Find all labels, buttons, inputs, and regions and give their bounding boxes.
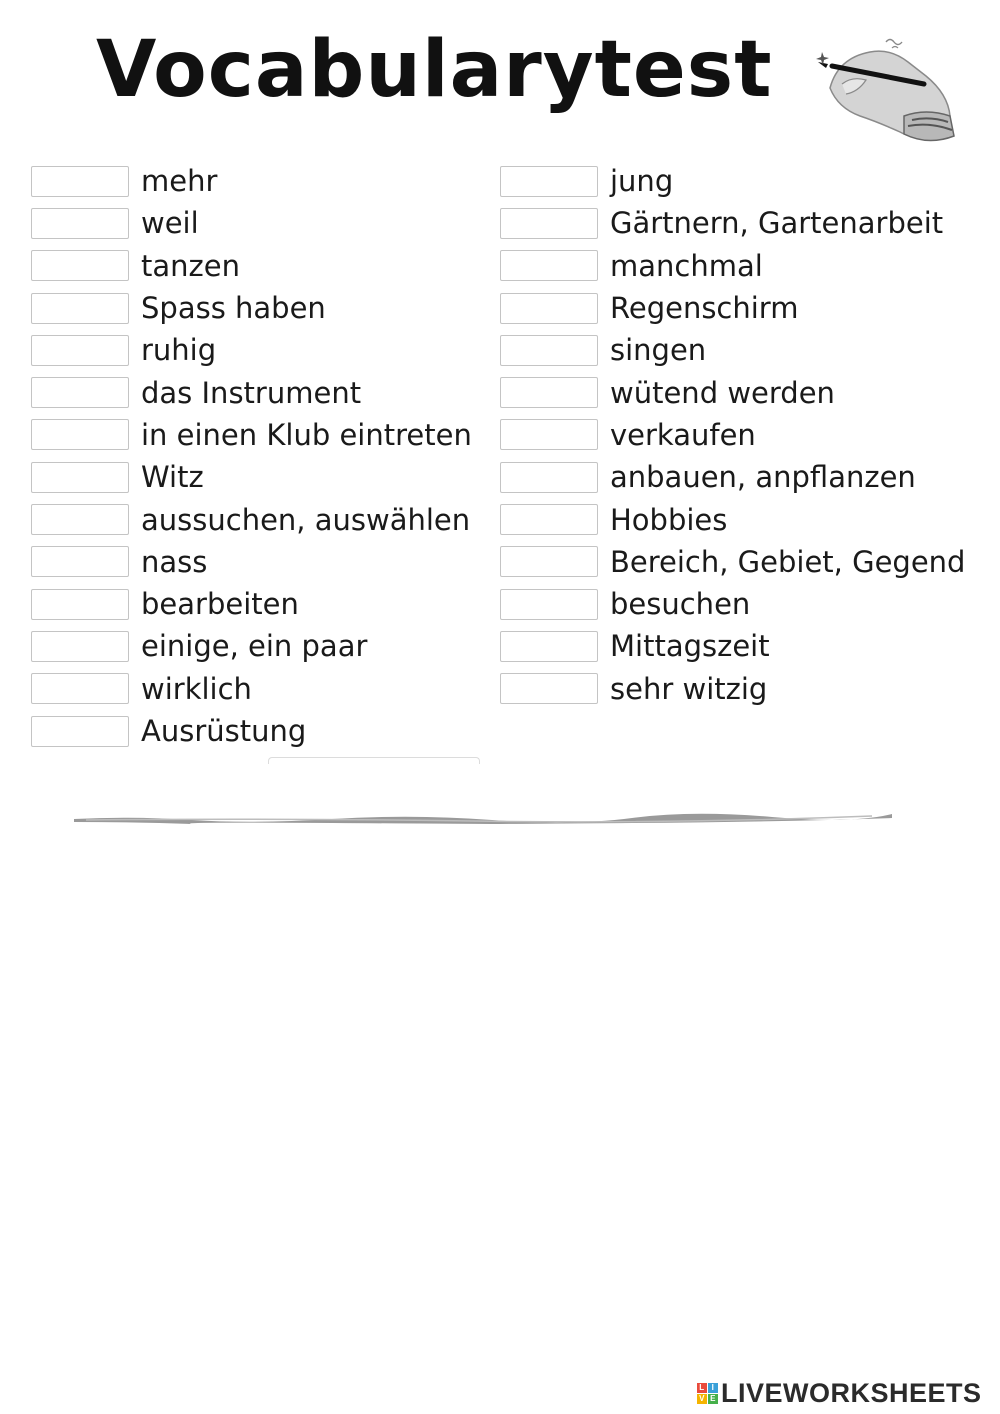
vocab-list-right	[500, 160, 965, 710]
vocab-row	[31, 329, 472, 371]
answer-field[interactable]	[31, 208, 129, 239]
vocab-word: Spass haben	[141, 291, 326, 326]
vocab-row	[31, 625, 472, 667]
vocab-row	[31, 414, 472, 456]
vocab-word: singen	[610, 333, 707, 368]
answer-field[interactable]	[500, 250, 598, 281]
vocab-word: Gärtnern, Gartenarbeit	[610, 206, 944, 241]
vocab-word: Witz	[141, 460, 204, 495]
answer-field[interactable]	[500, 504, 598, 535]
answer-field[interactable]	[500, 377, 598, 408]
vocab-word: tanzen	[141, 248, 240, 283]
vocab-row	[31, 245, 472, 287]
brand-badge-letter: V	[697, 1394, 707, 1404]
vocab-row	[31, 668, 472, 710]
vocab-word: nass	[141, 544, 208, 579]
answer-field[interactable]	[500, 293, 598, 324]
vocab-row	[500, 541, 965, 583]
answer-field[interactable]	[500, 673, 598, 704]
answer-field[interactable]	[31, 673, 129, 704]
answer-field[interactable]	[500, 631, 598, 662]
vocab-word: besuchen	[610, 587, 751, 622]
answer-field[interactable]	[31, 166, 129, 197]
answer-field[interactable]	[500, 335, 598, 366]
vocab-row	[500, 202, 965, 244]
vocab-word: anbauen, anpflanzen	[610, 460, 916, 495]
answer-field[interactable]	[31, 419, 129, 450]
vocab-word: mehr	[141, 164, 218, 199]
vocab-word: Ausrüstung	[141, 714, 307, 748]
answer-field[interactable]	[31, 546, 129, 577]
vocab-row	[31, 160, 472, 202]
answer-field[interactable]	[31, 377, 129, 408]
vocab-word: aussuchen, auswählen	[141, 502, 471, 537]
brand-badge-letter: I	[708, 1383, 718, 1393]
answer-field[interactable]	[500, 546, 598, 577]
vocab-word: bearbeiten	[141, 587, 299, 622]
vocab-word: Hobbies	[610, 502, 728, 537]
answer-field[interactable]	[31, 504, 129, 535]
vocab-word: in einen Klub eintreten	[141, 417, 472, 452]
answer-field[interactable]	[500, 166, 598, 197]
brand-badge	[697, 1383, 718, 1404]
page-title: Vocabularytest	[96, 25, 773, 115]
vocab-word: das Instrument	[141, 375, 362, 410]
brand-name: LIVEWORKSHEETS	[721, 1378, 982, 1408]
vocab-word: manchmal	[610, 248, 763, 283]
vocab-row	[31, 583, 472, 625]
vocab-row	[31, 498, 472, 540]
writing-hand-icon	[808, 36, 968, 148]
vocab-row	[31, 371, 472, 413]
vocab-word: wütend werden	[610, 375, 835, 410]
vocab-row	[31, 710, 472, 752]
answer-field[interactable]	[31, 716, 129, 747]
answer-field[interactable]	[31, 462, 129, 493]
answer-field[interactable]	[31, 293, 129, 324]
answer-field[interactable]	[500, 589, 598, 620]
vocab-row	[31, 202, 472, 244]
vocab-row	[500, 414, 965, 456]
vocab-word: verkaufen	[610, 417, 756, 452]
answer-field[interactable]	[31, 335, 129, 366]
answer-field[interactable]	[500, 419, 598, 450]
vocab-row	[31, 287, 472, 329]
vocab-word: weil	[141, 206, 199, 241]
brand-badge-letter: L	[697, 1383, 707, 1393]
vocab-word: wirklich	[141, 671, 252, 706]
answer-field[interactable]	[31, 631, 129, 662]
vocab-word: jung	[610, 164, 674, 199]
vocab-word: Bereich, Gebiet, Gegend	[610, 544, 966, 579]
vocab-word: Mittagszeit	[610, 629, 770, 664]
vocab-word: einige, ein paar	[141, 629, 368, 664]
vocab-list-left	[31, 160, 472, 752]
vocab-row	[500, 245, 965, 287]
cropped-answer-box	[268, 757, 480, 764]
vocab-row	[500, 456, 965, 498]
vocab-word: ruhig	[141, 333, 217, 368]
vocab-row	[31, 456, 472, 498]
vocab-row	[500, 625, 965, 667]
vocab-row	[500, 583, 965, 625]
vocab-row	[500, 668, 965, 710]
answer-field[interactable]	[31, 250, 129, 281]
answer-field[interactable]	[31, 589, 129, 620]
vocab-row	[500, 498, 965, 540]
vocab-row	[500, 371, 965, 413]
brand-badge-letter: E	[708, 1394, 718, 1404]
vocab-row	[500, 160, 965, 202]
vocab-word: sehr witzig	[610, 671, 768, 706]
vocab-row	[500, 287, 965, 329]
brush-stroke-divider	[72, 808, 894, 830]
answer-field[interactable]	[500, 208, 598, 239]
vocab-row	[500, 329, 965, 371]
vocab-word: Regenschirm	[610, 291, 799, 326]
answer-field[interactable]	[500, 462, 598, 493]
liveworksheets-logo[interactable]	[697, 1378, 982, 1409]
vocab-row	[31, 541, 472, 583]
